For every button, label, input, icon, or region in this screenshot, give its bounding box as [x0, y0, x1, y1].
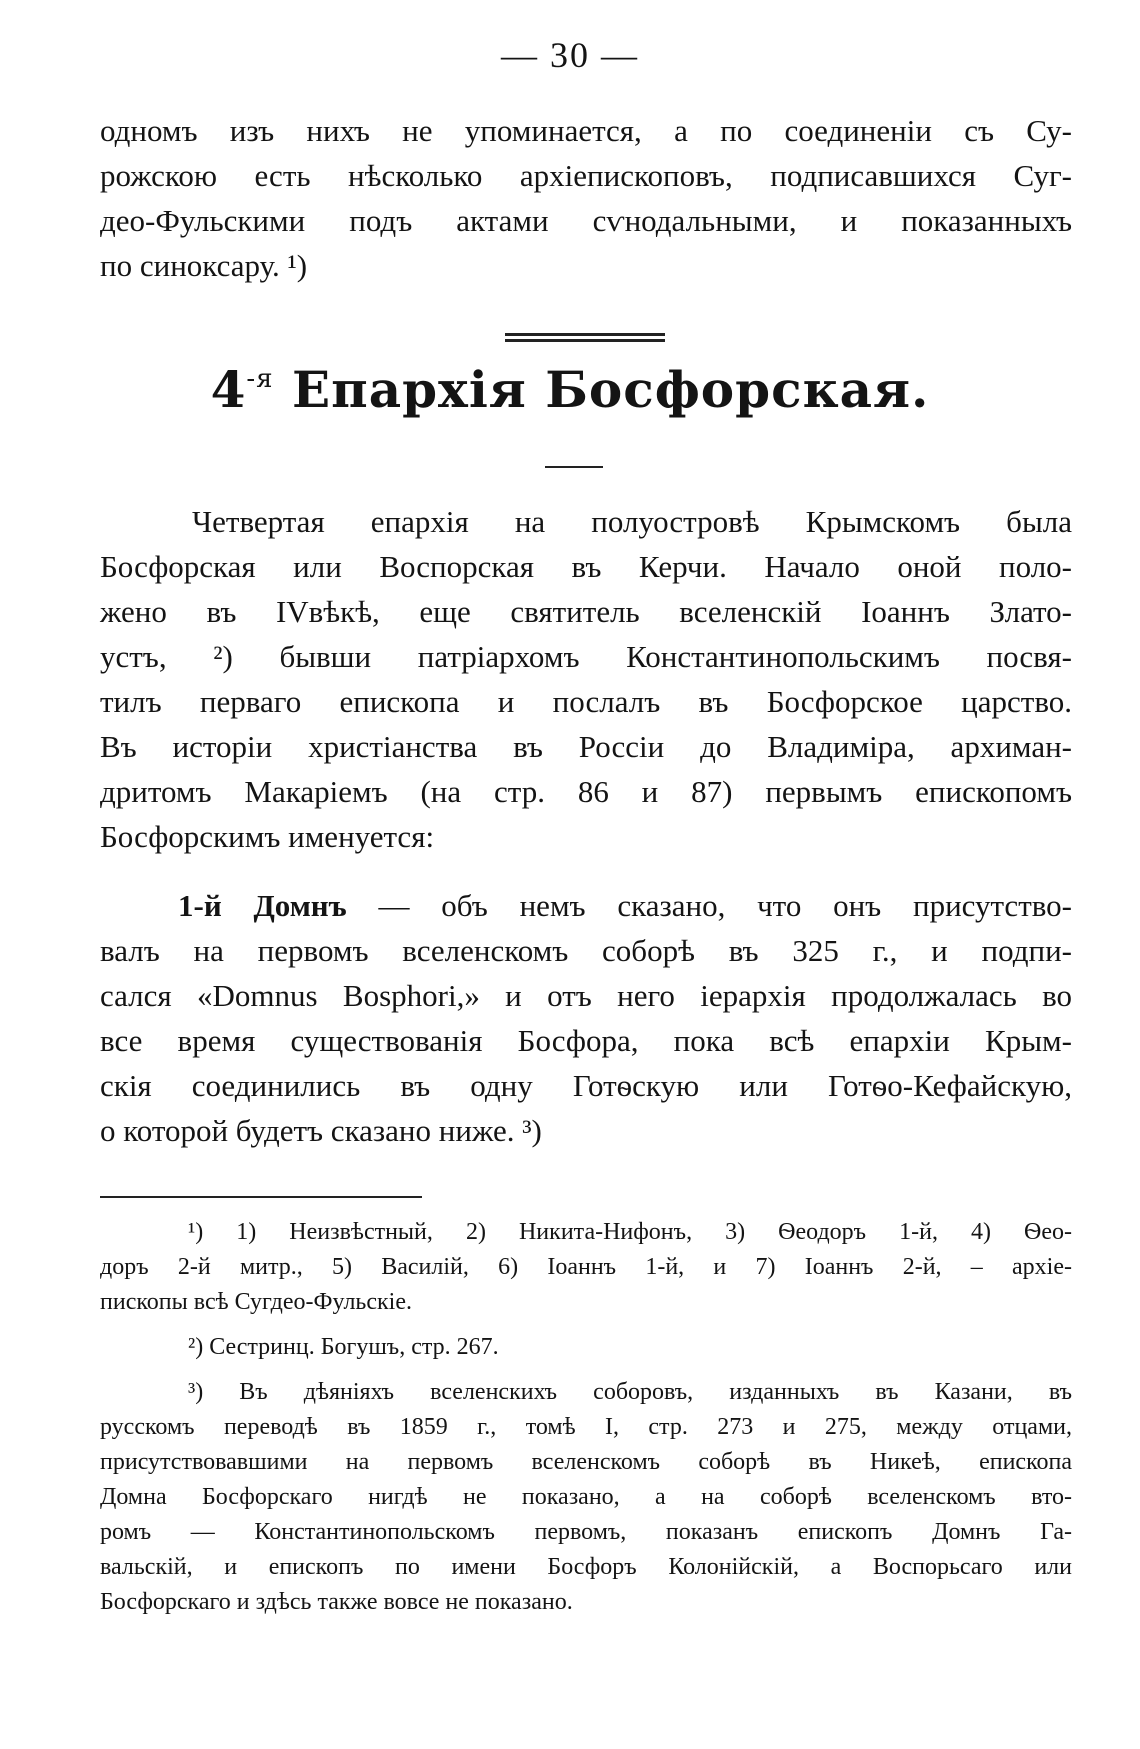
text-line: о которой будетъ сказано ниже. ³)	[100, 1113, 542, 1148]
paragraph-continued	[100, 108, 1072, 288]
footnote-line: пископы всѣ Сугдео-Фульскіе.	[100, 1289, 412, 1315]
footnotes	[100, 1215, 1072, 1620]
footnote-line: присутствовавшими на первомъ вселенскомъ соборѣ въ Никеѣ, епископа	[100, 1449, 1072, 1475]
footnote-line: вальскій, и епископъ по имени Босфоръ Колонійскій, а Воспорьсаго или	[100, 1554, 1072, 1580]
text-line: дритомъ Макаріемъ (на стр. 86 и 87) первымъ епископомъ	[100, 774, 1072, 809]
text-line: жено въ IVвѣкѣ, еще святитель вселенскій Іоаннъ Злато-	[100, 594, 1072, 629]
text-line: скія соединились въ одну Готѳскую или Готѳо-Кефайскую,	[100, 1068, 1072, 1103]
paragraph-intro	[100, 499, 1072, 859]
text-line: по синоксару. ¹)	[100, 248, 308, 283]
heading-number: 4	[210, 360, 247, 419]
footnote-gap	[100, 1320, 1072, 1330]
page-number: — 30 —	[501, 35, 639, 75]
text-line: тилъ перваго епископа и послалъ въ Босфорское царство.	[100, 684, 1072, 719]
text-line: сался «Domnus Bosphori,» и отъ него іерархія продолжалась во	[100, 978, 1072, 1013]
heading-number-suffix: -я	[246, 364, 274, 394]
text-line: все время существованія Босфора, пока всѣ епархіи Крым-	[100, 1023, 1072, 1058]
footnote-line: доръ 2-й митр., 5) Василій, 6) Іоаннъ 1-й, и 7) Іоаннъ 2-й, – архіе-	[100, 1254, 1072, 1280]
text-line: устъ, ²) бывши патріархомъ Константинопольскимъ посвя-	[100, 639, 1072, 674]
footnote-line: Домна Босфорскаго нигдѣ не показано, а на соборѣ вселенскомъ вто-	[100, 1484, 1072, 1510]
text-line: рожскою есть нѣсколько архіепископовъ, подписавшихся Суг-	[100, 158, 1072, 193]
footnote-line: ³) Въ дѣяніяхъ вселенскихъ соборовъ, изданныхъ въ Казани, въ	[188, 1379, 1072, 1405]
text-line: део-Фульскими подъ актами сѵнодальными, и показанныхъ	[100, 203, 1072, 238]
footnote-line: русскомъ переводѣ въ 1859 г., томѣ I, стр. 273 и 275, между отцами,	[100, 1414, 1072, 1440]
paragraph-domnus	[100, 883, 1072, 1153]
text-line: Четвертая епархія на полуостровѣ Крымскомъ была	[192, 504, 1072, 539]
footnote-separator	[100, 1196, 422, 1198]
text-line: Босфорская или Воспорская въ Керчи. Начало оной поло-	[100, 549, 1072, 584]
footnote-line: ²) Сестринц. Богушъ, стр. 267.	[188, 1334, 499, 1360]
section-divider-double	[505, 333, 665, 342]
footnote-line: ¹) 1) Неизвѣстный, 2) Никита-Нифонъ, 3) Ѳеодоръ 1-й, 4) Ѳео-	[188, 1219, 1072, 1245]
text-line: одномъ изъ нихъ не упоминается, а по соединеніи съ Су-	[100, 113, 1072, 148]
text-line	[100, 883, 1072, 928]
bishop-name: 1-й Домнъ	[178, 888, 347, 923]
text-line: Босфорскимъ именуется:	[100, 819, 435, 854]
text-line: валъ на первомъ вселенскомъ соборѣ въ 325 г., и подпи-	[100, 933, 1072, 968]
footnote-line: ромъ — Константинопольскомъ первомъ, показанъ епископъ Домнъ Га-	[100, 1519, 1072, 1545]
section-heading	[0, 360, 1140, 419]
footnote-line: Босфорскаго и здѣсь также вовсе не показано.	[100, 1589, 573, 1615]
heading-rule	[545, 466, 603, 468]
heading-title: Епархія Босфорская.	[291, 360, 930, 419]
footnote-gap	[100, 1365, 1072, 1375]
text-line: Въ исторіи христіанства въ Россіи до Владиміра, архиман-	[100, 729, 1072, 764]
text-segment: — объ немъ сказано, что онъ присутство-	[346, 888, 1072, 923]
